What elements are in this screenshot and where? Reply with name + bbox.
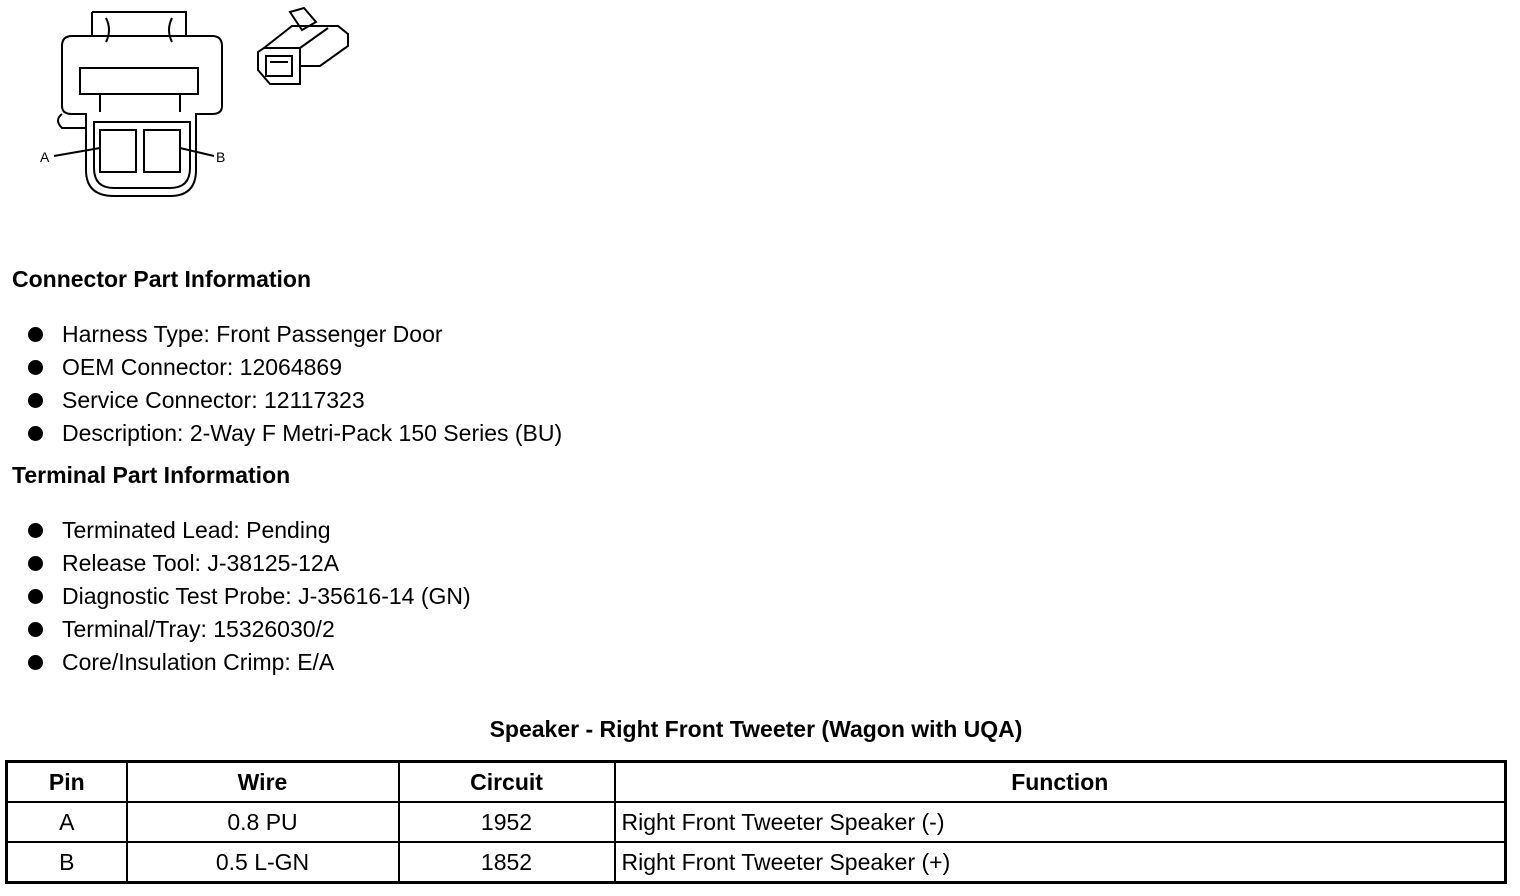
connector-housing bbox=[62, 36, 222, 196]
bullet-icon bbox=[28, 523, 43, 538]
bullet-icon bbox=[28, 327, 43, 342]
connector-info-list bbox=[28, 318, 562, 450]
pin-b-cavity bbox=[144, 130, 180, 172]
connector-info-heading: Connector Part Information bbox=[12, 266, 312, 292]
list-item: Terminated Lead: Pending bbox=[28, 514, 471, 547]
table-title: Speaker - Right Front Tweeter (Wagon with UQA) bbox=[489, 716, 1023, 742]
list-item: Diagnostic Test Probe: J-35616-14 (GN) bbox=[28, 580, 471, 613]
list-item: Core/Insulation Crimp: E/A bbox=[28, 646, 471, 679]
table-row bbox=[7, 802, 1506, 842]
pin-a-cavity bbox=[100, 130, 136, 172]
connector-diagram bbox=[30, 4, 360, 210]
bullet-icon bbox=[28, 655, 43, 670]
bullet-icon bbox=[28, 360, 43, 375]
list-item: Release Tool: J-38125-12A bbox=[28, 547, 471, 580]
bullet-icon bbox=[28, 589, 43, 604]
header-wire: Wire bbox=[127, 762, 399, 803]
cell-wire: 0.5 L-GN bbox=[127, 842, 399, 883]
bullet-icon bbox=[28, 393, 43, 408]
cell-circuit: 1852 bbox=[399, 842, 615, 883]
cell-function: Right Front Tweeter Speaker (-) bbox=[615, 802, 1506, 842]
bullet-icon bbox=[28, 556, 43, 571]
bullet-icon bbox=[28, 622, 43, 637]
list-item: OEM Connector: 12064869 bbox=[28, 351, 562, 384]
cell-function: Right Front Tweeter Speaker (+) bbox=[615, 842, 1506, 883]
list-item: Service Connector: 12117323 bbox=[28, 384, 562, 417]
pin-table bbox=[5, 760, 1507, 884]
cell-pin: B bbox=[7, 842, 127, 883]
locking-tab bbox=[92, 12, 186, 36]
cell-pin: A bbox=[7, 802, 127, 842]
cell-wire: 0.8 PU bbox=[127, 802, 399, 842]
cell-circuit: 1952 bbox=[399, 802, 615, 842]
pin-a-label: A bbox=[40, 149, 50, 165]
pin-b-label: B bbox=[216, 149, 226, 165]
table-row bbox=[7, 842, 1506, 883]
bullet-icon bbox=[28, 426, 43, 441]
table-header-row bbox=[7, 762, 1506, 803]
list-item: Harness Type: Front Passenger Door bbox=[28, 318, 562, 351]
list-item: Terminal/Tray: 15326030/2 bbox=[28, 613, 471, 646]
header-circuit: Circuit bbox=[399, 762, 615, 803]
header-function: Function bbox=[615, 762, 1506, 803]
header-pin: Pin bbox=[7, 762, 127, 803]
list-item: Description: 2-Way F Metri-Pack 150 Series (BU) bbox=[28, 417, 562, 450]
connector-3d-view bbox=[258, 8, 348, 84]
terminal-info-heading: Terminal Part Information bbox=[12, 462, 291, 488]
terminal-info-list bbox=[28, 514, 471, 679]
